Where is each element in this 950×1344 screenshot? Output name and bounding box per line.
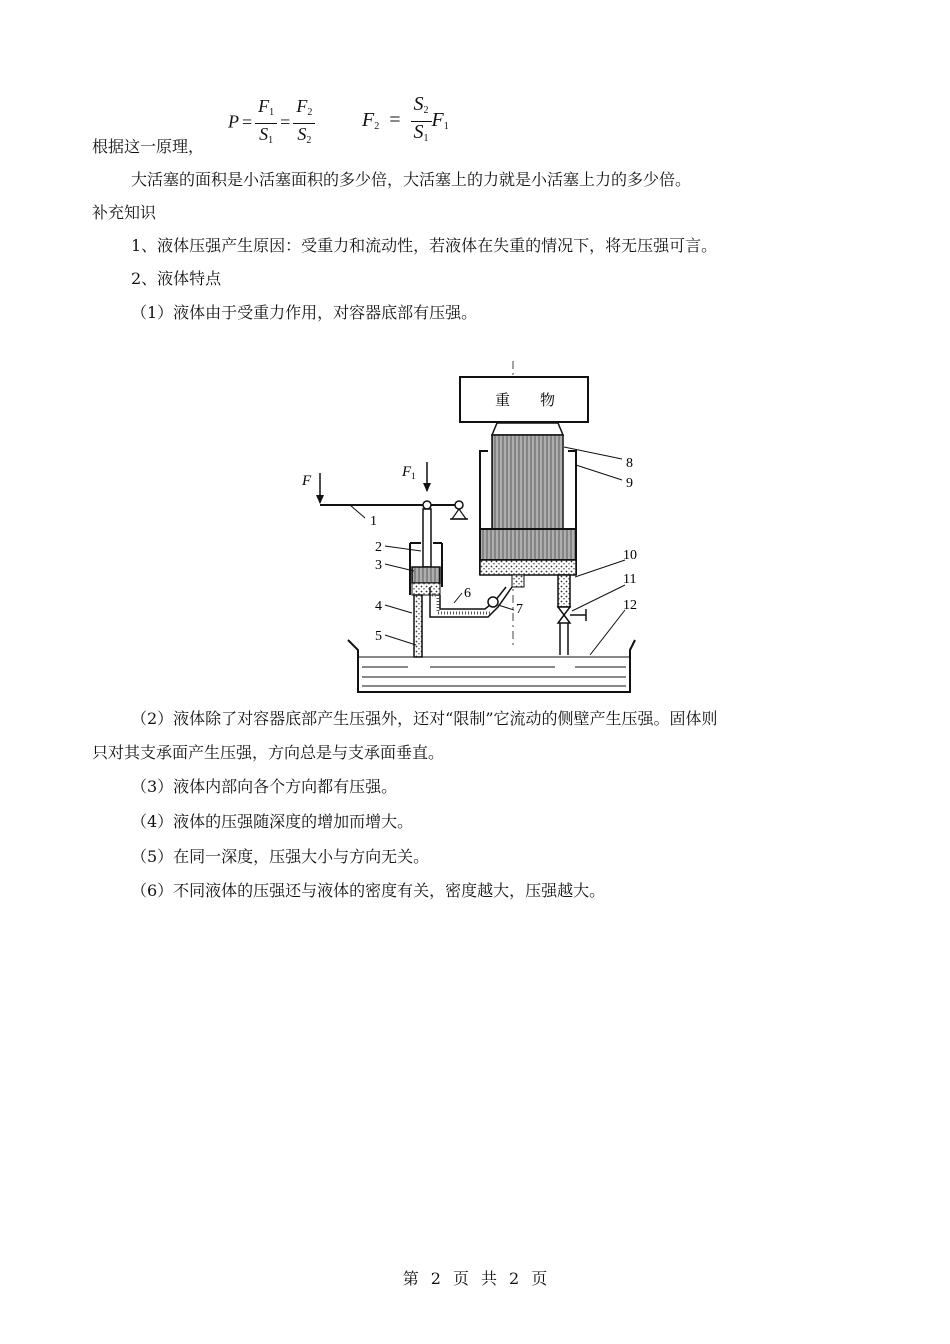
label-5: 5 <box>375 629 382 644</box>
large-piston-rod <box>492 435 563 529</box>
formula-S2-sub: 2 <box>306 135 312 146</box>
weight-label-1: 重 <box>495 391 511 409</box>
label-10: 10 <box>623 548 637 563</box>
fraction-F2-S2 <box>293 96 315 151</box>
label-12: 12 <box>623 598 637 613</box>
small-cylinder-oil <box>412 583 440 595</box>
formula-equals: = <box>242 111 253 132</box>
formula-F2-sub: 2 <box>307 107 313 118</box>
footer-page-number: 2 <box>430 1269 441 1288</box>
footer-ye: 页 <box>531 1269 548 1288</box>
suction-pipe <box>414 595 422 657</box>
formula-S1-sub: 1 <box>423 133 429 144</box>
label-7: 7 <box>516 602 523 617</box>
paragraph-feature-1: （1）液体由于受重力作用，对容器底部有压强。 <box>131 303 478 322</box>
label-2: 2 <box>375 540 382 555</box>
footer-gong: 共 <box>481 1269 498 1288</box>
formula-equals: = <box>280 111 291 132</box>
paragraph-feature-5: （5）在同一深度，压强大小与方向无关。 <box>131 847 430 866</box>
force-formula <box>362 94 449 149</box>
lever-pivot <box>455 501 463 509</box>
fraction-F1-S1 <box>255 96 277 151</box>
label-1: 1 <box>370 514 377 529</box>
label-6: 6 <box>464 586 471 601</box>
page-footer <box>0 1266 950 1289</box>
paragraph-feature-4: （4）液体的压强随深度的增加而增大。 <box>131 812 414 831</box>
label-9: 9 <box>626 476 633 491</box>
label-8: 8 <box>626 456 633 471</box>
weight-box <box>460 377 588 422</box>
large-piston-top <box>492 423 563 435</box>
footer-ye: 页 <box>452 1269 469 1288</box>
pressure-formula <box>228 96 315 151</box>
large-piston-head <box>480 529 576 560</box>
fraction-S2-S1 <box>411 94 432 149</box>
small-piston <box>412 567 440 583</box>
paragraph-principle-intro: 根据这一原理， <box>92 137 205 156</box>
paragraph-piston-ratio: 大活塞的面积是小活塞面积的多少倍，大活塞上的力就是小活塞上力的多少倍。 <box>131 170 692 189</box>
formula-F2-sub: 2 <box>374 121 380 133</box>
label-4: 4 <box>375 599 382 614</box>
formula-F1-sub: 1 <box>269 107 275 118</box>
formula-S2: S <box>297 124 307 144</box>
paragraph-feature-3: （3）液体内部向各个方向都有压强。 <box>131 777 398 796</box>
paragraph-cause: 1、液体压强产生原因：受重力和流动性，若液体在失重的情况下，将无压强可言。 <box>131 236 718 255</box>
section-heading: 补充知识 <box>92 203 157 222</box>
label-F: F <box>302 473 312 489</box>
pipe-connection-left <box>512 575 524 587</box>
footer-total-pages: 2 <box>509 1269 520 1288</box>
formula-F2: F <box>296 96 308 116</box>
check-valve <box>488 597 498 607</box>
paragraph-feature-2a: （2）液体除了对容器底部产生压强外，还对“限制”它流动的侧壁产生压强。固体则 <box>131 709 718 728</box>
formula-S1-sub: 1 <box>268 135 274 146</box>
formula-F1: F <box>431 109 444 132</box>
lever-joint <box>423 501 431 509</box>
paragraph-feature-6: （6）不同液体的压强还与液体的密度有关，密度越大，压强越大。 <box>131 881 606 900</box>
label-11: 11 <box>623 572 637 587</box>
formula-S1: S <box>413 121 424 143</box>
weight-label-2: 物 <box>540 391 556 409</box>
hydraulic-press-diagram <box>290 355 635 700</box>
paragraph-features-heading: 2、液体特点 <box>131 269 222 288</box>
formula-F1-sub: 1 <box>443 121 449 133</box>
formula-S2: S <box>413 93 424 115</box>
large-cylinder-oil <box>480 560 576 575</box>
oil-tank <box>348 640 635 692</box>
footer-di: 第 <box>402 1269 419 1288</box>
formula-S2-sub: 2 <box>423 105 429 116</box>
label-3: 3 <box>375 558 382 573</box>
small-piston-rod <box>423 509 431 567</box>
formula-P: P <box>228 111 239 132</box>
paragraph-feature-2b: 只对其支承面产生压强，方向总是与支承面垂直。 <box>92 743 445 762</box>
outlet-pipe <box>558 575 570 607</box>
formula-F1: F <box>258 96 270 116</box>
label-F1: $F_1$ <box>402 464 416 481</box>
formula-equals: = <box>389 109 401 132</box>
formula-F2: F <box>362 109 375 132</box>
formula-S1: S <box>259 124 269 144</box>
